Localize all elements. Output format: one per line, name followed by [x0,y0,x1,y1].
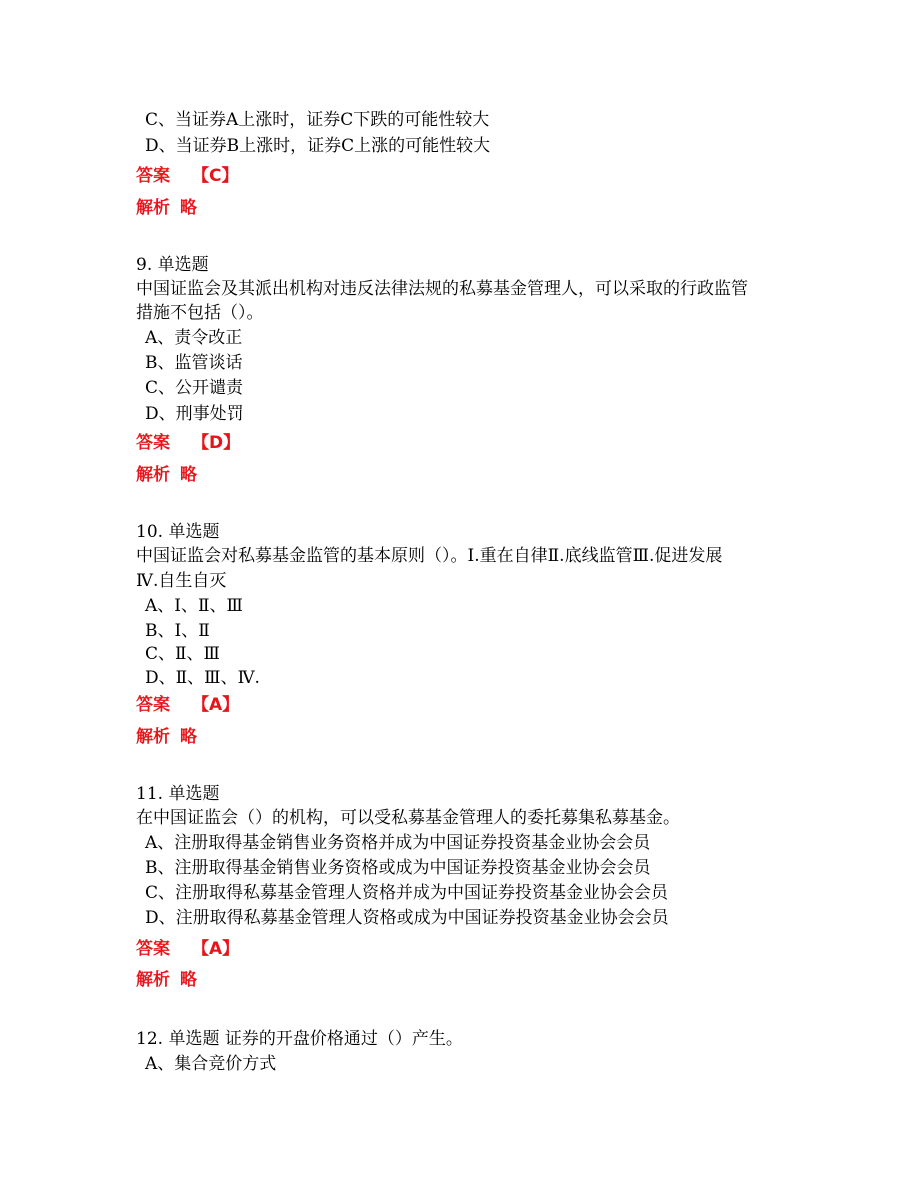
q11-option-a: A、注册取得基金销售业务资格并成为中国证券投资基金业协会会员 [145,833,651,853]
explanation-value: 略 [180,727,197,747]
answer-value: 【A】 [192,695,240,715]
q11-title: 11. 单选题 [136,784,220,804]
q9-stem-line2: 措施不包括（）。 [136,303,264,323]
q9-option-a: A、责令改正 [145,328,243,348]
q11-explanation [136,968,197,992]
q9-option-d: D、刑事处罚 [145,404,244,424]
q11-answer [136,937,239,961]
explanation-label: 解析 [136,727,170,747]
q9-option-c: C、公开谴责 [145,378,244,398]
q10-answer [136,693,239,717]
q11-stem: 在中国证监会（）的机构，可以受私募基金管理人的委托募集私募基金。 [136,808,680,828]
q11-option-c: C、注册取得私募基金管理人资格并成为中国证券投资基金业协会会员 [145,883,669,903]
answer-label: 答案 [136,166,170,186]
q11-option-d: D、注册取得私募基金管理人资格或成为中国证券投资基金业协会会员 [145,908,669,928]
q10-stem-line2: Ⅳ.自生自灭 [136,571,227,591]
explanation-value: 略 [180,198,197,218]
q8-explanation [136,196,197,220]
answer-label: 答案 [136,695,170,715]
answer-label: 答案 [136,939,170,959]
q9-option-b: B、监管谈话 [145,353,243,373]
q9-answer [136,431,240,455]
q8-answer [136,164,238,188]
explanation-label: 解析 [136,465,170,485]
q11-option-b: B、注册取得基金销售业务资格或成为中国证券投资基金业协会会员 [145,858,651,878]
q12-title: 12. 单选题 证券的开盘价格通过（）产生。 [136,1029,463,1049]
q9-title: 9. 单选题 [136,255,209,275]
q8-option-c: C、当证券A上涨时，证券C下跌的可能性较大 [145,110,490,130]
explanation-label: 解析 [136,198,170,218]
answer-value: 【D】 [192,433,241,453]
q9-explanation [136,463,197,487]
q9-stem-line1: 中国证监会及其派出机构对违反法律法规的私募基金管理人，可以采取的行政监管 [136,279,748,299]
answer-label: 答案 [136,433,170,453]
q10-stem-line1: 中国证监会对私募基金监管的基本原则（）。Ⅰ.重在自律Ⅱ.底线监管Ⅲ.促进发展 [136,546,723,566]
explanation-label: 解析 [136,970,170,990]
answer-value: 【C】 [192,166,239,186]
explanation-value: 略 [180,465,197,485]
q12-option-a: A、集合竞价方式 [145,1054,277,1074]
q10-option-d: D、Ⅱ、Ⅲ、Ⅳ. [145,668,260,688]
q10-option-b: B、Ⅰ、Ⅱ [145,621,210,641]
q10-explanation [136,725,197,749]
q10-title: 10. 单选题 [136,522,220,542]
q10-option-a: A、Ⅰ、Ⅱ、Ⅲ [145,596,243,616]
answer-value: 【A】 [192,939,240,959]
explanation-value: 略 [180,970,197,990]
q8-option-d: D、当证券B上涨时，证券C上涨的可能性较大 [145,136,491,156]
q10-option-c: C、Ⅱ、Ⅲ [145,644,220,664]
